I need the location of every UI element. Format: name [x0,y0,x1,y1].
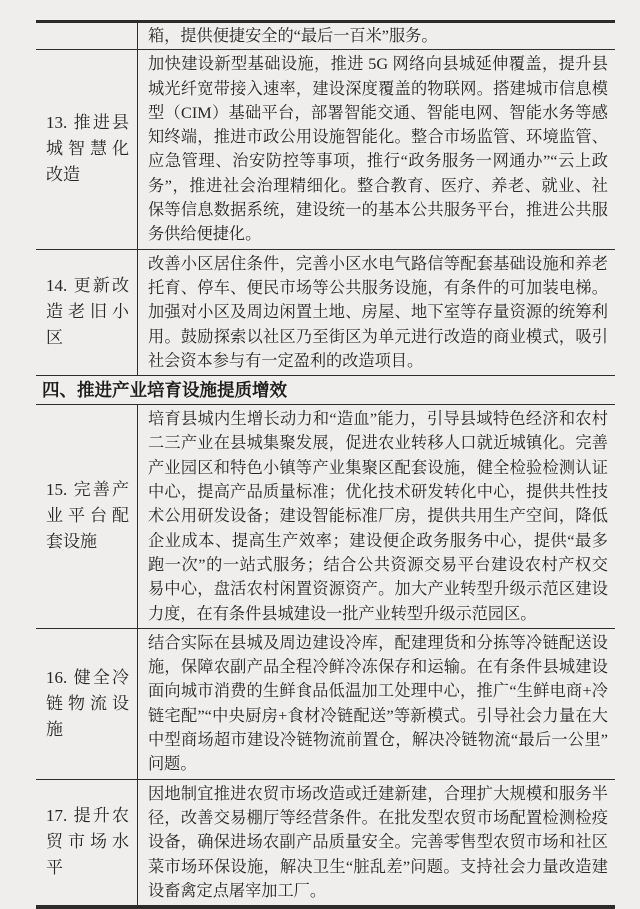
row-label: 17. 提升农贸市场水平 [46,806,129,878]
row-label-cell [36,250,138,375]
row-label: 13. 推进县城智慧化改造 [46,113,129,185]
row-text-cell [138,629,615,779]
row-label-cell [36,780,138,905]
row-text: 培育县城内生增长动力和“造血”能力，引导县域特色经济和农村二三产业在县城集聚发展，促进农业转移人口就近城镇化。完善产业园区和特色小镇等产业集聚区配套设施，健全检验检测认证中心，提高产品质量标准；优化技术研发转化中心，提供共性技术公用研发设备；建设智能标准厂房，提供共用生产空间，降低企业成本、提高生产效率；建设便企政务服务中心，提供“最多跑一次”的一站式服务；结合公共资源交易平台建设农村产权交易中心，盘活农村闲置资源资产。加大产业转型升级示范区建设力度，在有条件县城建设一批产业转型升级示范园区。 [148,410,608,623]
row-text-cell [138,23,615,49]
row-label-cell [36,50,138,248]
table-row-item-15 [36,405,615,629]
row-label-cell [36,629,138,779]
policy-table [36,20,615,909]
row-label-cell-empty [36,23,138,49]
table-row-continuation [36,23,615,50]
row-text-cell [138,780,615,905]
table-row-item-17 [36,780,615,905]
row-text-cell [138,405,615,628]
section-header-row [36,376,615,405]
table-row-item-13 [36,50,615,249]
row-text: 改善小区居住条件，完善小区水电气路信等配套基础设施和养老托育、停车、便民市场等公共服务设施，有条件的可加装电梯。加强对小区及周边闲置土地、房屋、地下室等存量资源的统筹利用。鼓励探索以社区乃至街区为单元进行改造的商业模式，吸引社会资本参与有一定盈利的改造项目。 [148,254,608,370]
row-label-cell [36,405,138,628]
row-text-cell [138,50,615,248]
row-text-cell [138,250,615,375]
table-row-item-16 [36,629,615,780]
row-text: 箱，提供便捷安全的“最后一百米”服务。 [148,27,438,45]
row-label: 14. 更新改造老旧小区 [46,276,129,348]
row-text: 因地制宜推进农贸市场改造或迁建新建，合理扩大规模和服务半径，改善交易棚厅等经营条件。在批发型农贸市场配置检测检疫设备，确保进场农副产品质量安全。完善零售型农贸市场和社区菜市场环保设施，解决卫生“脏乱差”问题。支持社会力量改造建设畜禽定点屠宰加工厂。 [148,784,608,900]
table-row-item-14 [36,250,615,376]
row-label: 16. 健全冷链物流设施 [46,667,129,739]
row-text: 结合实际在县城及周边建设冷库，配建理货和分拣等冷链配送设施，保障农副产品全程冷鲜冷冻保存和运输。在有条件县城建设面向城市消费的生鲜食品低温加工处理中心，推广“生鲜电商+冷链宅配”“中央厨房+食材冷链配送”等新模式。引导社会力量在大中型商场超市建设冷链物流前置仓，解决冷链物流“最后一公里”问题。 [148,633,608,774]
section-header-title: 四、推进产业培育设施提质增效 [42,380,287,401]
row-label: 15. 完善产业平台配套设施 [46,480,129,552]
row-text: 加快建设新型基础设施，推进 5G 网络向县城延伸覆盖，提升县城光纤宽带接入速率，建设深度覆盖的物联网。搭建城市信息模型（CIM）基础平台，部署智能交通、智能电网、智能水务等感知终端，推进市政公用设施智能化。整合市场监管、环境监管、应急管理、治安防控等事项，推行“政务服务一网通办”“云上政务”，推进社会治理精细化。整合教育、医疗、养老、就业、社保等信息数据系统，建设统一的基本公共服务平台，推进公共服务供给便捷化。 [148,55,608,244]
